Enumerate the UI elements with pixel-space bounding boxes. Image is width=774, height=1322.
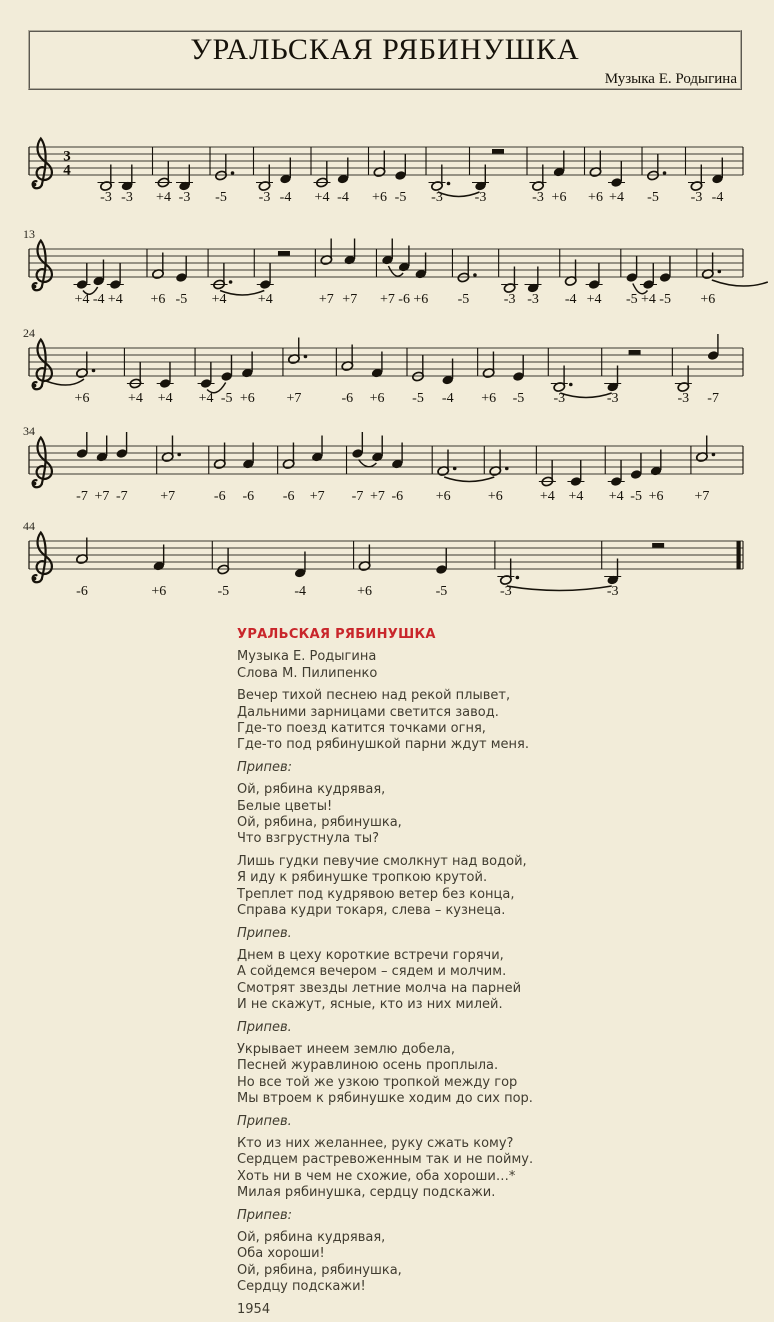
note <box>659 256 671 283</box>
note <box>608 161 625 188</box>
tab-number: -6 <box>391 489 404 504</box>
half-rest <box>652 543 664 548</box>
note <box>314 161 331 188</box>
tab-number: +6 <box>413 292 429 307</box>
note <box>608 460 625 487</box>
augmentation-dot <box>231 171 235 175</box>
lyrics-line: Где-то поезд катится точками огня, <box>237 721 486 737</box>
tab-number: -5 <box>394 190 407 205</box>
tab-number: +6 <box>150 292 166 307</box>
staff-system-4 <box>23 424 745 512</box>
half-rest <box>492 149 504 154</box>
note <box>435 548 447 575</box>
tab-number: -6 <box>213 489 226 504</box>
augmentation-dot <box>304 355 308 359</box>
tab-number: -6 <box>341 391 354 406</box>
tie-out <box>712 280 768 286</box>
tab-number: +6 <box>700 292 716 307</box>
tab-number: -3 <box>474 190 487 205</box>
lyrics-block-verse <box>237 854 657 920</box>
tab-number: -4 <box>92 292 105 307</box>
note <box>176 165 193 192</box>
tab-number: -3 <box>606 584 619 599</box>
note <box>371 352 383 379</box>
lyrics-line: Оба хороши! <box>237 1246 325 1262</box>
note <box>152 253 164 280</box>
tab-number: +4 <box>74 292 90 307</box>
note <box>320 239 332 266</box>
lyrics-block-verse <box>237 1230 657 1296</box>
tab-number: -4 <box>711 190 724 205</box>
tab-number: -3 <box>606 391 619 406</box>
note <box>530 165 547 192</box>
tab-number: -3 <box>677 391 690 406</box>
tab-number: +6 <box>435 489 451 504</box>
note <box>311 436 323 463</box>
note <box>512 355 524 382</box>
tab-number: +4 <box>257 292 273 307</box>
augmentation-dot <box>453 467 457 471</box>
note <box>398 246 410 273</box>
tab-number: +7 <box>369 489 385 504</box>
note <box>429 165 451 192</box>
note <box>604 366 621 393</box>
note <box>217 548 229 575</box>
lyrics-line: Музыка Е. Родыгина <box>237 649 377 665</box>
lyrics-line: Но все той же узкою тропкой между гор <box>237 1074 518 1090</box>
tab-number: -5 <box>512 391 525 406</box>
lyrics-line: Смотрят звезды летние молча на парней <box>237 980 522 996</box>
lyrics-line: Мы втроем к рябинушке ходим до сих пор. <box>237 1091 533 1107</box>
tab-number: +6 <box>151 584 167 599</box>
note <box>551 366 573 393</box>
lyrics-line: Я иду к рябинушке тропкою крутой. <box>237 870 488 886</box>
note <box>630 453 642 480</box>
lyrics-line: И не скажут, ясные, кто из них милей. <box>237 997 503 1013</box>
note <box>497 559 519 586</box>
note <box>74 263 91 290</box>
treble-clef-icon <box>33 533 52 583</box>
tab-number: -7 <box>351 489 364 504</box>
augmentation-dot <box>505 467 509 471</box>
time-signature-bottom: 4 <box>63 162 71 179</box>
tab-number: +4 <box>211 292 227 307</box>
note <box>341 345 353 372</box>
tab-number: -3 <box>527 292 539 307</box>
tie-slur <box>560 393 611 398</box>
measure-number: 13 <box>23 227 35 241</box>
note <box>457 256 477 283</box>
note <box>586 263 603 290</box>
note <box>589 151 601 178</box>
augmentation-dot <box>516 576 520 580</box>
note <box>175 256 187 283</box>
lyrics-line: Слова М. Пилипенко <box>237 665 378 681</box>
tab-number: -3 <box>178 190 191 205</box>
tab-number: +4 <box>127 391 143 406</box>
tab-number: +6 <box>588 190 603 205</box>
note <box>211 263 233 290</box>
note <box>711 158 723 185</box>
tab-number: -4 <box>564 292 577 307</box>
lyrics-line: Что взгрустнула ты? <box>237 831 379 847</box>
half-rest <box>278 251 290 256</box>
lyrics-block-title <box>237 627 657 643</box>
note <box>294 552 306 579</box>
lyrics-line: Днем в цеху короткие встречи горячи, <box>237 947 504 963</box>
staff-system-2 <box>23 227 745 315</box>
tab-number: +6 <box>551 190 567 205</box>
lyrics-block-credits <box>237 649 657 682</box>
note <box>337 158 349 185</box>
lyrics-block-verse <box>237 782 657 848</box>
augmentation-dot <box>718 270 722 274</box>
measure-number: 24 <box>23 326 35 340</box>
tab-number: -6 <box>398 292 410 307</box>
note <box>707 334 719 361</box>
time-signature-top: 3 <box>63 148 71 165</box>
note <box>351 432 363 459</box>
note <box>76 352 96 379</box>
tab-number: +4 <box>586 292 602 307</box>
tab-number: +4 <box>609 190 624 205</box>
note <box>198 362 215 389</box>
augmentation-dot <box>447 182 451 186</box>
note <box>442 359 454 386</box>
lyrics-line: Хоть ни в чем не схожие, оба хороши…* <box>237 1168 516 1184</box>
tab-number: +4 <box>157 391 173 406</box>
tab-number: +7 <box>160 489 176 504</box>
lyrics-block-verse <box>237 688 657 754</box>
lyrics-line: Лишь гудки певучие смолкнут над водой, <box>237 853 527 869</box>
lyrics-line: Припев: <box>237 759 293 775</box>
tab-number: -5 <box>625 292 638 307</box>
treble-clef-icon <box>33 438 52 488</box>
tab-number: -6 <box>76 584 88 599</box>
note <box>358 545 370 572</box>
lyrics-line: Где-то под рябинушкой парни ждут меня. <box>237 737 530 753</box>
note <box>650 450 662 477</box>
note <box>604 559 621 586</box>
final-barline <box>737 541 741 569</box>
tab-number: -4 <box>279 190 292 205</box>
page-title: УРАЛЬСКАЯ РЯБИНУШКА <box>190 33 580 66</box>
tab-number: +6 <box>648 489 664 504</box>
augmentation-dot <box>712 453 716 457</box>
note <box>472 165 489 192</box>
tab-number: -5 <box>217 584 230 599</box>
note <box>489 450 509 477</box>
tab-number: +6 <box>74 391 90 406</box>
tab-number: -3 <box>431 190 443 205</box>
tab-number: -6 <box>242 489 255 504</box>
tab-number: -4 <box>294 584 306 599</box>
note <box>373 151 385 178</box>
tab-number: -3 <box>532 190 544 205</box>
note <box>640 263 657 290</box>
lyrics-line: Ой, рябина, рябинушка, <box>237 1262 402 1278</box>
tab-number: +6 <box>357 584 373 599</box>
tab-number: +4 <box>156 190 171 205</box>
lyrics-line: Треплет под кудрявою ветер без конца, <box>237 886 515 902</box>
tab-number: +7 <box>694 489 710 504</box>
tab-number: +6 <box>369 391 385 406</box>
tab-number: -3 <box>690 190 703 205</box>
tab-number: +6 <box>372 190 387 205</box>
half-rest <box>629 350 641 355</box>
note <box>539 460 556 487</box>
staff-system-1 <box>23 125 745 213</box>
tab-number: -5 <box>412 391 424 406</box>
note <box>92 260 104 287</box>
treble-clef-icon <box>33 241 52 291</box>
tab-number: +7 <box>342 292 358 307</box>
tab-number: -5 <box>215 190 227 205</box>
note <box>241 352 253 379</box>
lyrics-line: А сойдемся вечером – сядем и молчим. <box>237 964 507 980</box>
tab-number: +4 <box>107 292 123 307</box>
lyrics-block-label <box>237 1114 657 1130</box>
note <box>412 355 424 382</box>
tab-number: +7 <box>380 292 395 307</box>
note <box>127 362 144 389</box>
note <box>220 355 232 382</box>
tab-number: -4 <box>337 190 349 205</box>
note <box>525 267 542 294</box>
lyrics-line: Сердцу подскажи! <box>237 1279 366 1295</box>
tab-number: -3 <box>258 190 271 205</box>
note <box>381 239 393 266</box>
lyrics-line: Ой, рябина, рябинушка, <box>237 815 402 831</box>
lyrics-line: 1954 <box>237 1301 271 1317</box>
treble-clef-icon <box>33 139 52 189</box>
tab-number: -3 <box>553 391 566 406</box>
tab-number: -5 <box>659 292 671 307</box>
lyrics-line: Милая рябинушка, сердцу подскажи. <box>237 1185 496 1201</box>
note <box>76 432 88 459</box>
tie-in <box>46 379 84 385</box>
note <box>116 432 128 459</box>
note <box>626 256 638 283</box>
tab-number: -3 <box>121 190 133 205</box>
lyrics-line: Припев. <box>237 925 292 941</box>
tab-number: -7 <box>115 489 128 504</box>
note <box>675 366 692 393</box>
lyrics-block-label <box>237 1020 657 1036</box>
note <box>282 443 294 470</box>
lyrics-line: Ой, рябина кудрявая, <box>237 1230 386 1245</box>
title-box <box>28 30 742 90</box>
note <box>415 253 427 280</box>
note <box>256 165 273 192</box>
tab-number: +4 <box>641 292 656 307</box>
tie-slur <box>507 586 612 591</box>
lyrics-block-label <box>237 926 657 942</box>
note <box>215 154 235 181</box>
augmentation-dot <box>663 171 667 175</box>
tab-number: -3 <box>500 584 512 599</box>
augmentation-dot <box>92 369 96 373</box>
tab-number: -5 <box>435 584 448 599</box>
note <box>288 338 308 365</box>
augmentation-dot <box>473 273 477 277</box>
tie-slur <box>444 477 494 482</box>
tab-number: -7 <box>76 489 88 504</box>
note <box>371 436 383 463</box>
note <box>157 362 174 389</box>
composer-credit: Музыка Е. Родыгина <box>604 71 737 87</box>
note <box>96 436 108 463</box>
note <box>391 443 403 470</box>
tab-number: -5 <box>647 190 659 205</box>
lyrics-block-label <box>237 760 657 776</box>
note <box>153 545 165 572</box>
note <box>564 260 576 287</box>
tab-number: +4 <box>608 489 624 504</box>
lyrics-line: Припев. <box>237 1019 292 1035</box>
tab-number: +7 <box>94 489 110 504</box>
tab-number: -5 <box>457 292 470 307</box>
note <box>437 450 457 477</box>
tab-number: +6 <box>239 391 255 406</box>
tab-number: +6 <box>481 391 497 406</box>
measure-number: 34 <box>23 424 35 438</box>
augmentation-dot <box>177 453 181 457</box>
note <box>567 460 584 487</box>
tab-number: -5 <box>175 292 188 307</box>
tab-number: -5 <box>630 489 642 504</box>
note <box>688 165 705 192</box>
lyrics-line: УРАЛЬСКАЯ РЯБИНУШКА <box>237 627 436 642</box>
note <box>702 253 722 280</box>
augmentation-dot <box>569 383 573 387</box>
tab-number: +4 <box>568 489 584 504</box>
note <box>242 443 254 470</box>
tab-number: -6 <box>282 489 295 504</box>
note <box>98 165 115 192</box>
lyrics-line: Укрывает инеем землю добела, <box>237 1041 455 1057</box>
note <box>155 161 172 188</box>
tab-number: +7 <box>286 391 302 406</box>
lyrics-line: Справа кудри токаря, слева – кузнеца. <box>237 903 506 919</box>
note <box>214 443 226 470</box>
note <box>394 154 406 181</box>
augmentation-dot <box>229 280 233 284</box>
note <box>76 538 88 565</box>
tab-number: +7 <box>309 489 325 504</box>
lyrics-block-year <box>237 1302 657 1318</box>
note <box>344 239 356 266</box>
note <box>279 158 291 185</box>
note <box>161 436 181 463</box>
lyrics-line: Белые цветы! <box>237 798 333 814</box>
tab-number: -7 <box>707 391 719 406</box>
tab-number: -5 <box>220 391 233 406</box>
tab-number: +4 <box>539 489 555 504</box>
note <box>553 151 565 178</box>
staff-system-3 <box>23 326 745 414</box>
lyrics-line: Припев. <box>237 1113 292 1129</box>
lyrics-block-verse <box>237 1136 657 1202</box>
lyrics-block-verse <box>237 1042 657 1108</box>
tie-slur <box>359 460 377 467</box>
tab-number: -3 <box>100 190 112 205</box>
lyrics-line: Сердцем растревоженным так и не пойму. <box>237 1152 534 1168</box>
note <box>482 352 494 379</box>
tab-number: +4 <box>314 190 330 205</box>
note <box>257 263 274 290</box>
note <box>119 165 136 192</box>
tab-number: +6 <box>487 489 503 504</box>
note <box>107 263 124 290</box>
lyrics-line: Дальними зарницами светится завод. <box>237 704 499 720</box>
lyrics-section <box>237 627 657 1322</box>
lyrics-line: Вечер тихой песнею над рекой плывет, <box>237 688 511 704</box>
tab-number: +7 <box>318 292 334 307</box>
lyrics-line: Песней журавлиною осень проплыла. <box>237 1058 499 1074</box>
note <box>696 436 716 463</box>
measure-number: 44 <box>23 519 35 533</box>
note <box>501 267 518 294</box>
lyrics-line: Ой, рябина кудрявая, <box>237 782 386 798</box>
lyrics-line: Кто из них желаннее, руку сжать кому? <box>237 1135 514 1151</box>
lyrics-line: Припев: <box>237 1207 293 1223</box>
lyrics-block-label <box>237 1208 657 1224</box>
lyrics-block-verse <box>237 948 657 1014</box>
tab-number: -3 <box>503 292 516 307</box>
staff-system-5 <box>23 519 745 607</box>
note <box>647 154 667 181</box>
tab-number: +4 <box>198 391 214 406</box>
tie-slur <box>438 192 479 197</box>
tab-number: -4 <box>441 391 454 406</box>
